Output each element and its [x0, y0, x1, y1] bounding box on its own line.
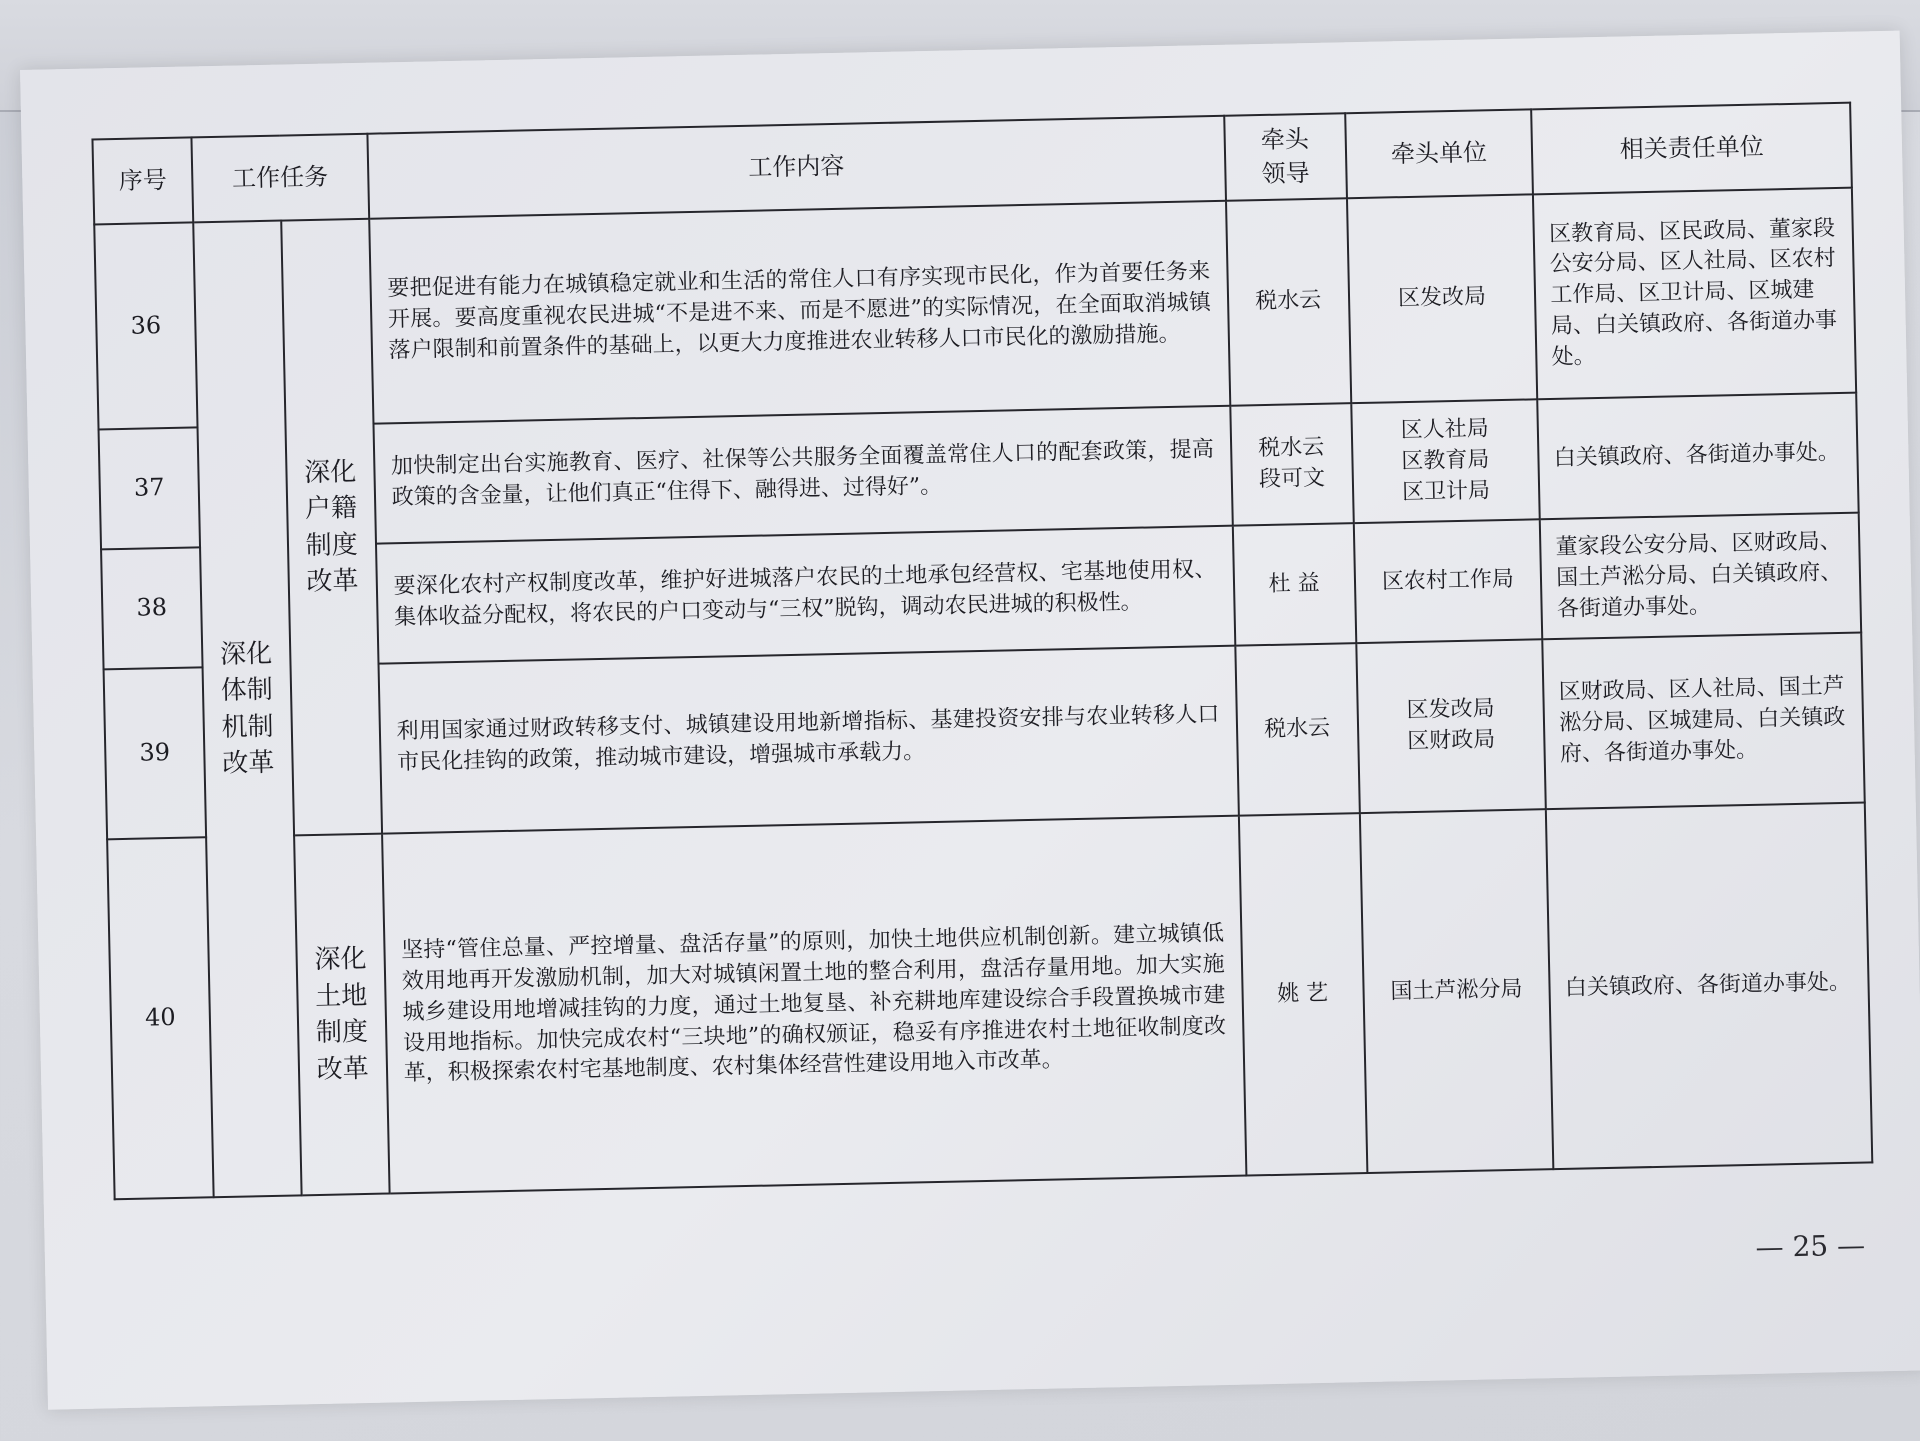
leader-name: 税水云 [1263, 715, 1331, 742]
row-leader [1239, 813, 1367, 1175]
table-row [107, 803, 1872, 1200]
lead-unit-name: 区卫计局 [1401, 477, 1491, 505]
table-row [94, 188, 1856, 430]
page-number: — 25 — [1755, 1228, 1866, 1264]
row-leader [1230, 403, 1353, 526]
leader-name: 税水云 [1254, 288, 1322, 315]
subcategory-huji: 深化户籍制度改革 [281, 219, 382, 836]
header-no: 序号 [92, 137, 193, 224]
lead-unit-name: 国土芦淞分局 [1390, 976, 1523, 1005]
row-related-units: 白关镇政府、各街道办事处。 [1538, 393, 1859, 520]
row-content: 加快制定出台实施教育、医疗、社保等公共服务全面覆盖常住人口的配套政策，提高政策的含金量，让他们真正“住得下、融得进、过得好”。 [373, 406, 1232, 544]
row-related-units: 董家段公安分局、区财政局、国土芦淞分局、白关镇政府、各街道办事处。 [1540, 513, 1861, 640]
row-related-units: 区财政局、区人社局、国土芦淞分局、区城建局、白关镇政府、各街道办事处。 [1543, 633, 1865, 810]
header-related-units: 相关责任单位 [1531, 103, 1851, 195]
header-task: 工作任务 [191, 134, 369, 223]
row-no: 37 [99, 428, 200, 550]
row-content: 要把促进有能力在城镇稳定就业和生活的常住人口有序实现市民化，作为首要任务来开展。要高度重视农民进城“不是进不来、而是不愿进”的实际情况，在全面取消城镇落户限制和前置条件的基础上，以更大力度推进农业转移人口市民化的激励措施。 [369, 201, 1230, 424]
header-content: 工作内容 [367, 116, 1226, 219]
row-lead-unit [1353, 519, 1542, 643]
header-leader [1224, 113, 1347, 201]
row-leader [1232, 523, 1355, 646]
leader-name: 姚 艺 [1276, 980, 1329, 1007]
lead-unit-name: 区农村工作局 [1381, 566, 1515, 595]
header-leader-line1: 牵头 [1260, 125, 1310, 155]
row-no: 36 [94, 223, 197, 430]
row-no: 40 [107, 837, 213, 1199]
subcategory-tudi: 深化土地制度改革 [294, 834, 389, 1196]
row-lead-unit [1356, 639, 1546, 813]
lead-unit-name: 区财政局 [1407, 727, 1496, 755]
row-leader [1235, 643, 1359, 815]
header-leader-line2: 领导 [1261, 158, 1310, 188]
row-no: 38 [101, 548, 202, 670]
lead-unit-name: 区发改局 [1397, 284, 1487, 312]
lead-unit-name: 区发改局 [1406, 696, 1495, 724]
row-content: 利用国家通过财政转移支付、城镇建设用地新增指标、基建投资安排与农业转移人口市民化挂钩的政策，推动城市建设，增强城市承载力。 [378, 646, 1238, 834]
lead-unit-name: 区人社局 [1400, 416, 1490, 444]
row-related-units: 区教育局、区民政局、董家段公安分局、区人社局、区农村工作局、区卫计局、区城建局、白关镇政府、各街道办事处。 [1533, 188, 1856, 400]
work-task-table [91, 102, 1873, 1201]
leader-name: 段可文 [1258, 465, 1326, 493]
row-related-units: 白关镇政府、各街道办事处。 [1546, 803, 1872, 1170]
leader-name: 杜 益 [1268, 570, 1320, 597]
row-lead-unit [1359, 809, 1553, 1173]
lead-unit-name: 区教育局 [1401, 447, 1490, 474]
header-lead-unit: 牵头单位 [1345, 109, 1534, 198]
row-leader [1226, 198, 1351, 405]
leader-name: 税水云 [1258, 435, 1325, 462]
category-cell: 深化体制机制改革 [193, 221, 301, 1198]
row-no: 39 [104, 667, 206, 839]
row-lead-unit [1347, 195, 1538, 404]
row-content: 要深化农村产权制度改革，维护好进城落户农民的土地承包经营权、宅基地使用权、集体收益分配权，将农民的户口变动与“三权”脱钩，调动农民进城的积极性。 [376, 526, 1235, 664]
document-page [20, 31, 1920, 1410]
row-content: 坚持“管住总量、严控增量、盘活存量”的原则，加快土地供应机制创新。建立城镇低效用地再开发激励机制，加大对城镇闲置土地的整合利用，盘活存量用地。加大实施城乡建设用地增减挂钩的力度，通过土地复垦、补充耕地库建设综合手段置换城市建设用地指标。加快完成农村“三块地”的确权颁证，稳妥有序推进农村土地征收制度改革，积极探索农村宅基地制度、农村集体经营性建设用地入市改革。 [382, 816, 1246, 1194]
row-lead-unit [1351, 399, 1540, 523]
